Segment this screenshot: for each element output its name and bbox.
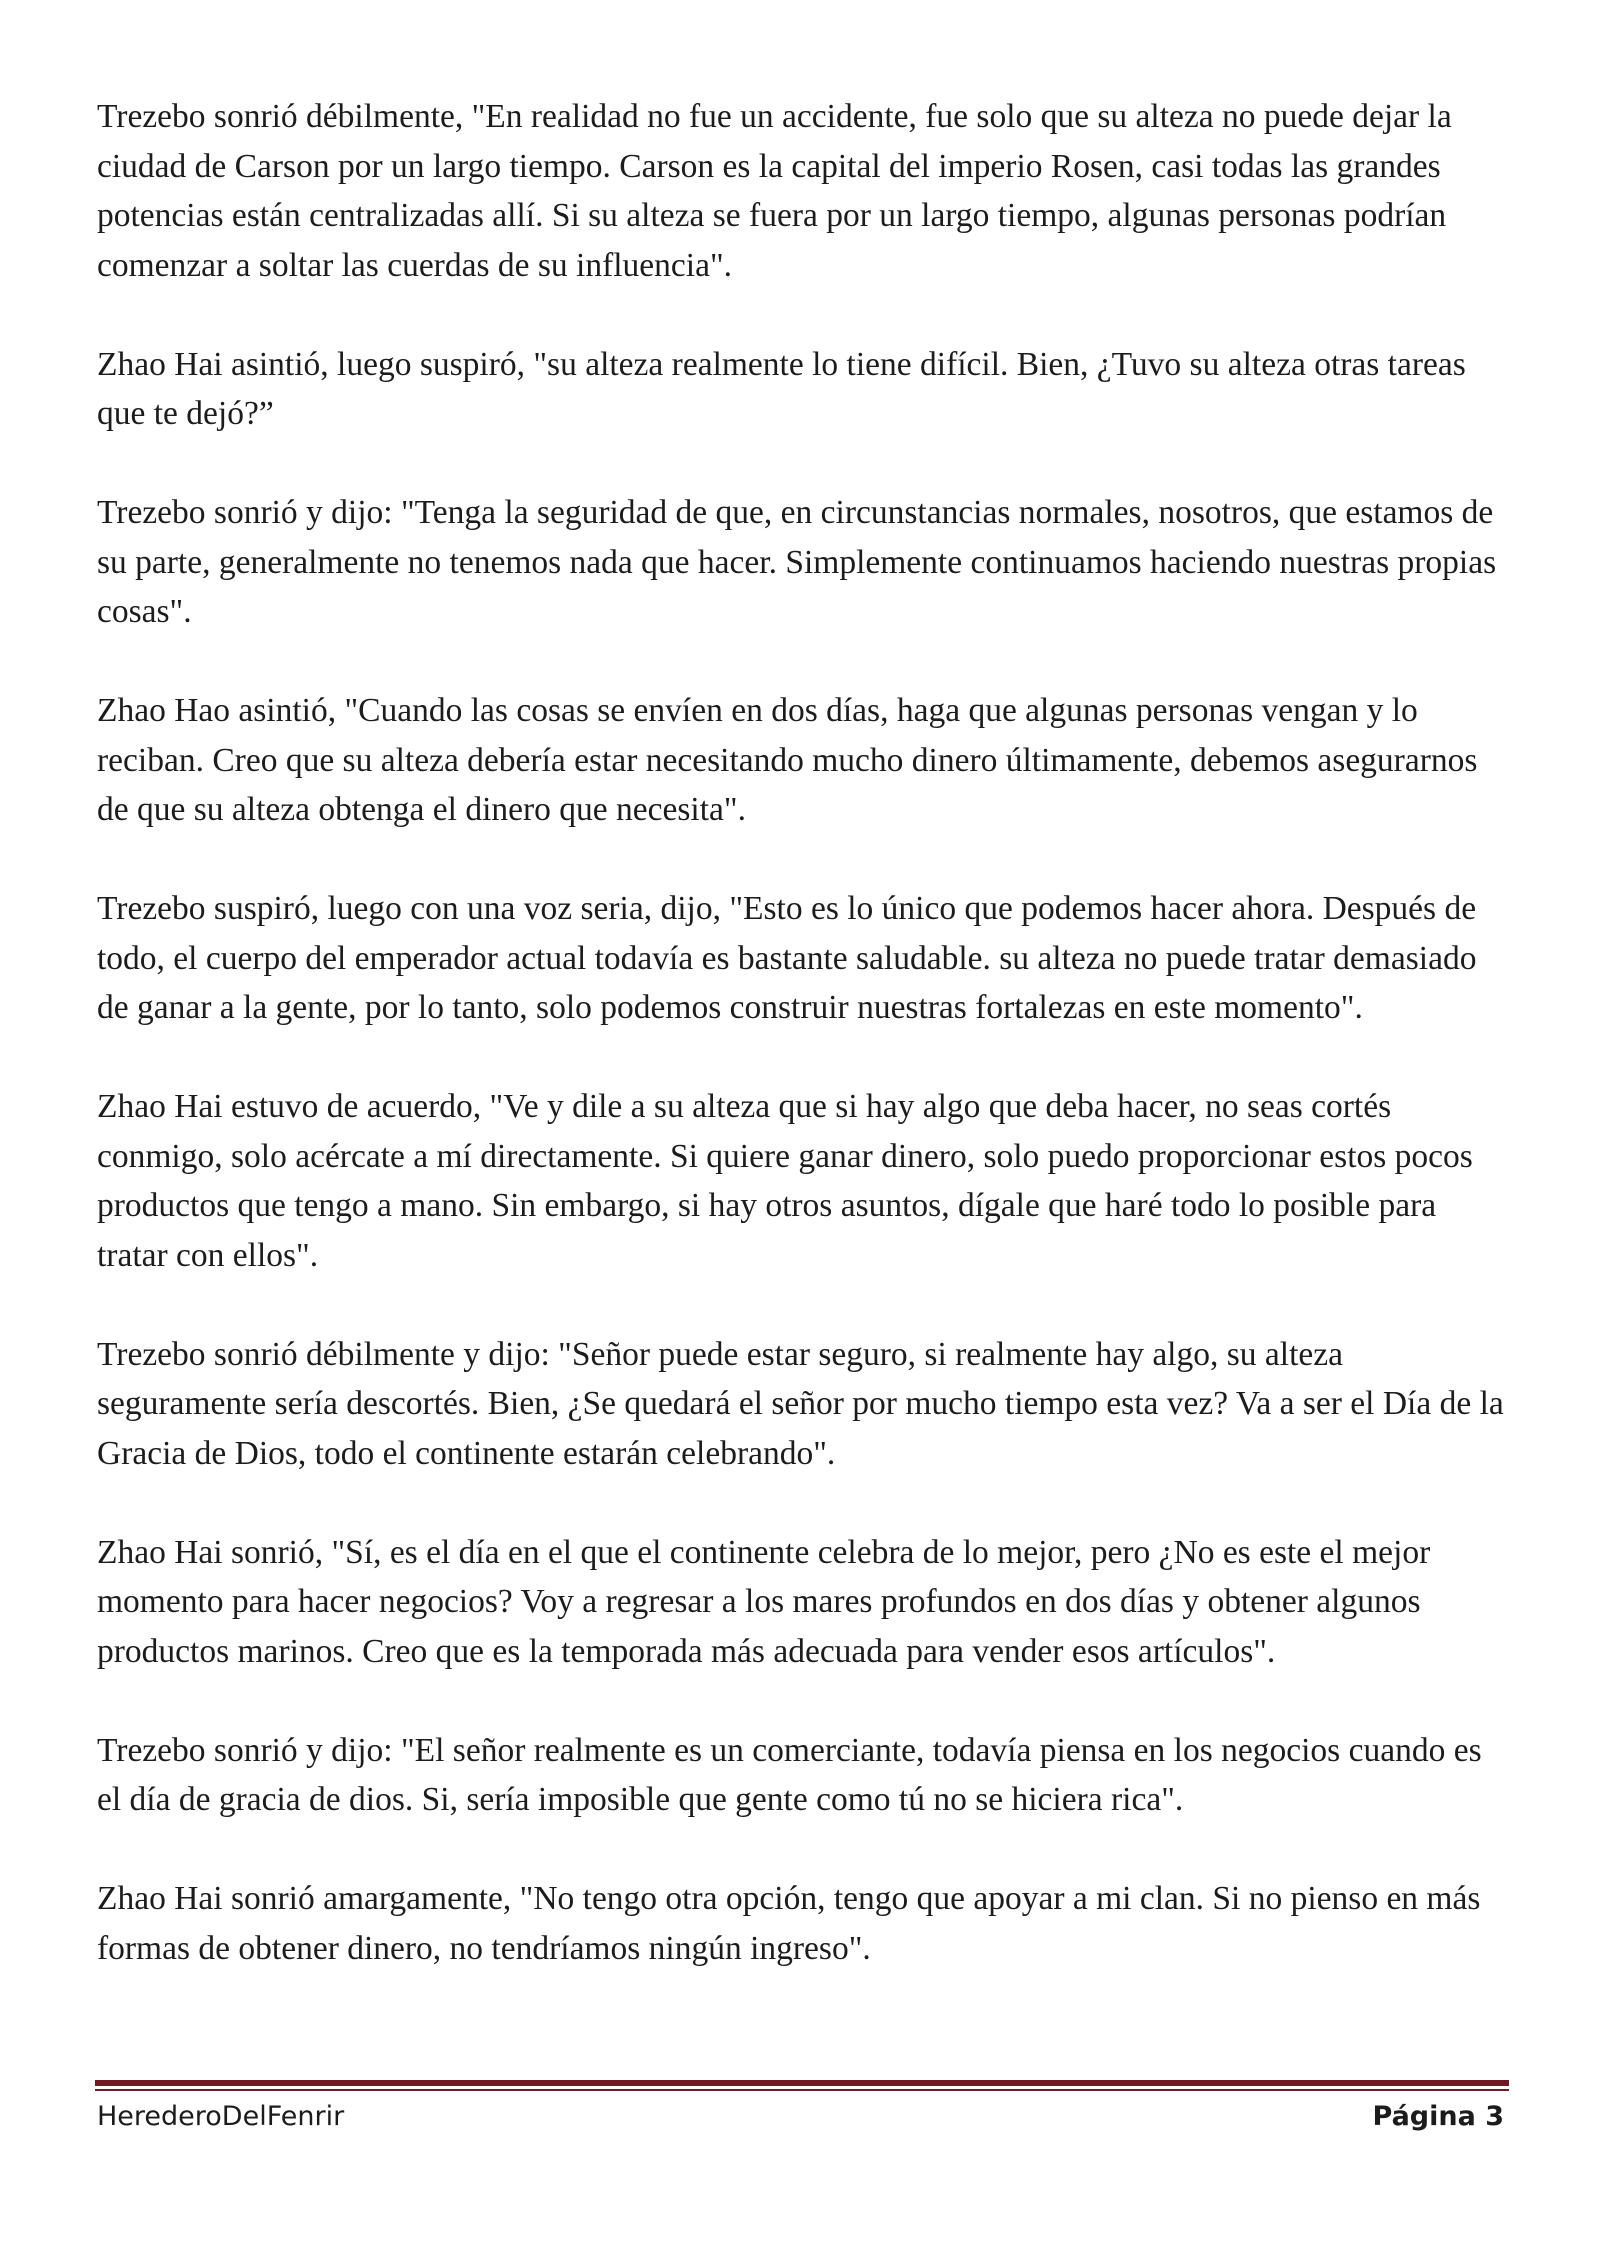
footer-author: HerederoDelFenrir bbox=[97, 2101, 345, 2132]
paragraph-6: Zhao Hai estuvo de acuerdo, "Ve y dile a su alteza que si hay algo que deba hacer, no seas cortés conmigo, solo acércate a mí directamente. Si quiere ganar dinero, solo puedo proporcionar estos pocos productos que tengo a mano. Sin embargo, si hay otros asuntos, dígale que haré todo lo posible para tratar con ellos". bbox=[97, 1088, 1473, 1274]
paragraph-10: Zhao Hai sonrió amargamente, "No tengo otra opción, tengo que apoyar a mi clan. Si no pienso en más formas de obtener dinero, no tendríamos ningún ingreso". bbox=[97, 1880, 1481, 1967]
paragraph-3: Trezebo sonrió y dijo: "Tenga la seguridad de que, en circunstancias normales, nosotros, que estamos de su parte, generalmente no tenemos nada que hacer. Simplemente continuamos haciendo nuestras propias cosas". bbox=[97, 494, 1497, 630]
paragraph-9: Trezebo sonrió y dijo: "El señor realmente es un comerciante, todavía piensa en los negocios cuando es el día de gracia de dios. Si, sería imposible que gente como tú no se hiciera rica". bbox=[97, 1731, 1482, 1818]
paragraph-1: Trezebo sonrió débilmente, "En realidad no fue un accidente, fue solo que su alteza no puede dejar la ciudad de Carson por un largo tiempo. Carson es la capital del imperio Rosen, casi todas las grandes potencias están centralizadas allí. Si su alteza se fuera por un largo tiempo, algunas personas podrían comenzar a soltar las cuerdas de su influencia". bbox=[97, 98, 1452, 284]
footer-divider bbox=[95, 2080, 1509, 2092]
paragraph-7: Trezebo sonrió débilmente y dijo: "Señor puede estar seguro, si realmente hay algo, su alteza seguramente sería descortés. Bien, ¿Se quedará el señor por mucho tiempo esta vez? Va a ser el Día de la Gracia de Dios, todo el continente estarán celebrando". bbox=[97, 1335, 1504, 1472]
footer-divider-thin bbox=[95, 2089, 1509, 2091]
page-number: Página 3 bbox=[1372, 2101, 1504, 2132]
body-text bbox=[97, 92, 1507, 1973]
paragraph-2: Zhao Hai asintió, luego suspiró, "su alteza realmente lo tiene difícil. Bien, ¿Tuvo su alteza otras tareas que te dejó?” bbox=[97, 345, 1466, 432]
paragraph-4: Zhao Hao asintió, "Cuando las cosas se envíen en dos días, haga que algunas personas vengan y lo reciban. Creo que su alteza debería estar necesitando mucho dinero últimamente, debemos asegurarnos de que su alteza obtenga el dinero que necesita". bbox=[97, 692, 1478, 828]
paragraph-8: Zhao Hai sonrió, "Sí, es el día en el que el continente celebra de lo mejor, pero ¿No es este el mejor momento para hacer negocios? Voy a regresar a los mares profundos en dos días y obtener algunos productos marinos. Creo que es la temporada más adecuada para vender esos artículos". bbox=[97, 1533, 1431, 1670]
paragraph-5: Trezebo suspiró, luego con una voz seria, dijo, "Esto es lo único que podemos hacer ahora. Después de todo, el cuerpo del emperador actual todavía es bastante saludable. su alteza no puede tratar demasiado de ganar a la gente, por lo tanto, solo podemos construir nuestras fortalezas en este momento". bbox=[97, 890, 1477, 1026]
footer-divider-thick bbox=[95, 2080, 1509, 2086]
